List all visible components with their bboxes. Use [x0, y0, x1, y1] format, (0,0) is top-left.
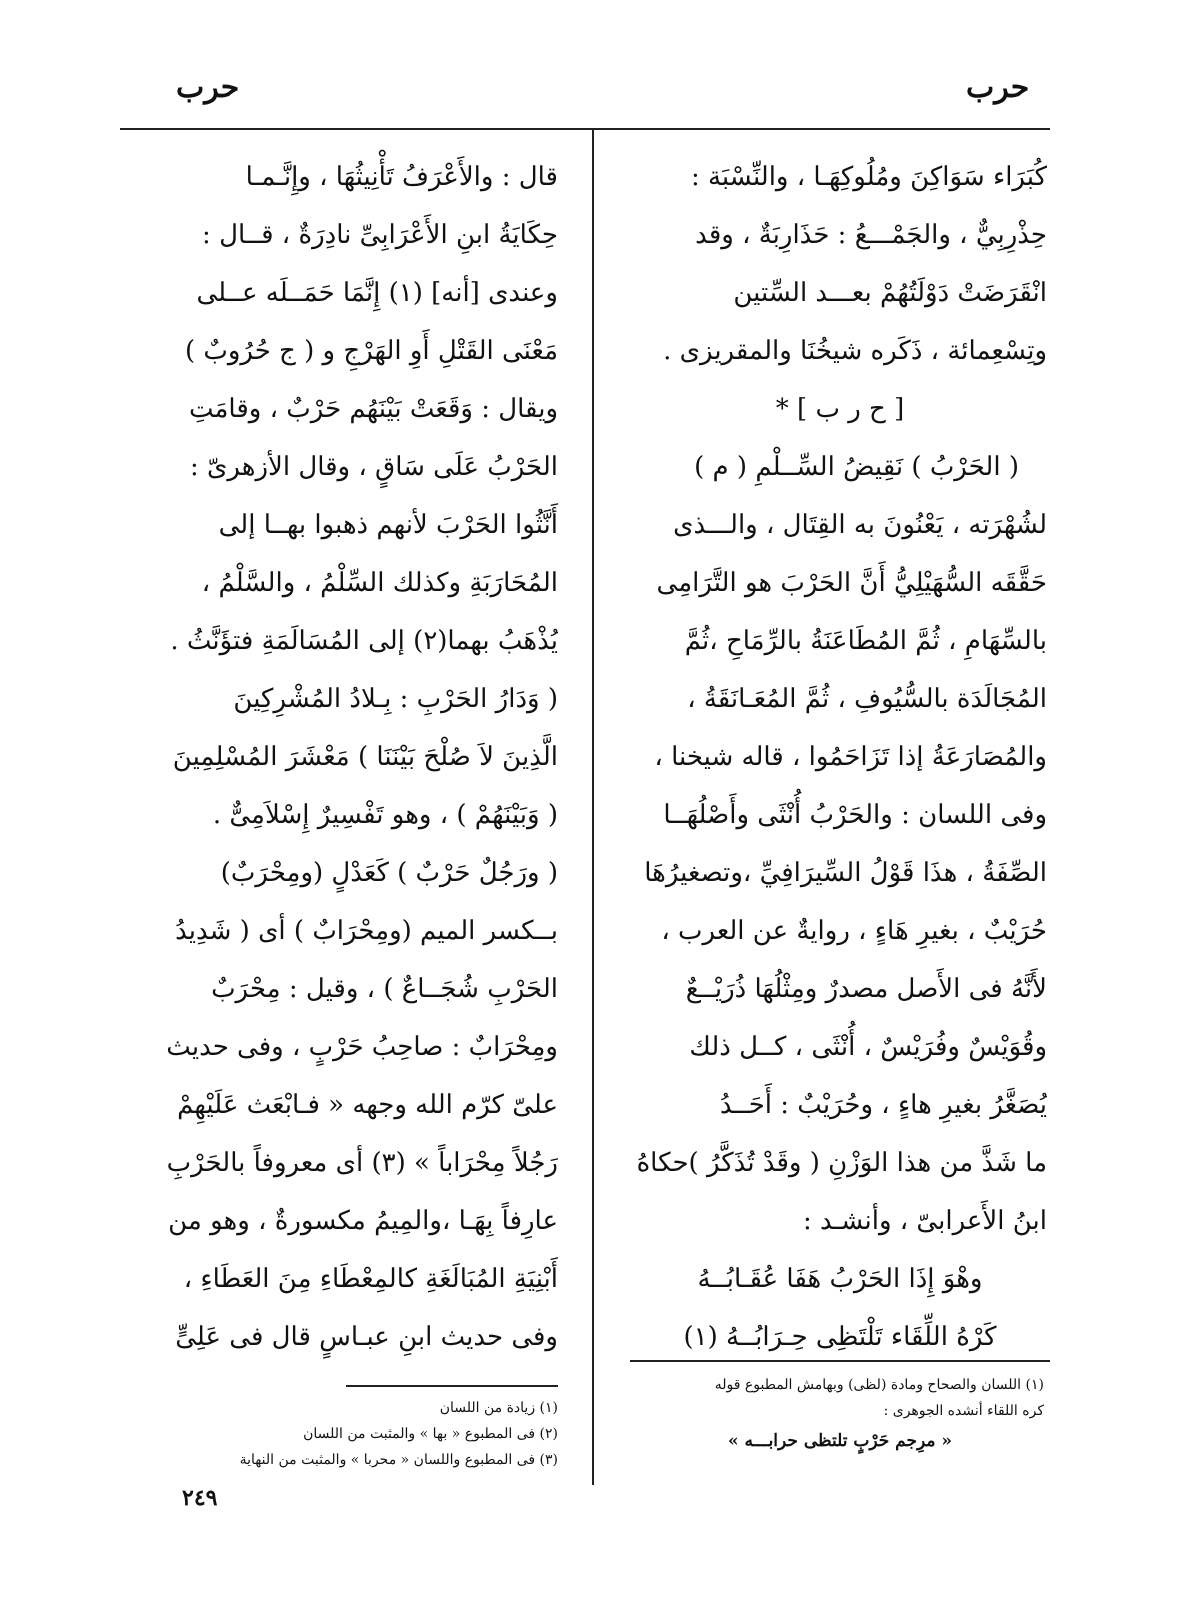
text-line: يُذْهَبُ بهما(٢) إلى المُسَالَمَةِ فتؤَنَّثُ .	[170, 626, 558, 656]
text-line: حِكَايَةُ ابنِ الأَعْرَابِىِّ نادِرَةٌ ، قــال :	[202, 220, 558, 250]
text-line: ( ورَجُلٌ حَرْبٌ ) كَعَدْلٍ (ومِحْرَبٌ)	[220, 858, 558, 888]
text-line: حُرَيْبٌ ، بغيرِ هَاءٍ ، روايةٌ عن العرب ،	[661, 916, 1047, 946]
footnote-line: (١) زيادة من اللسان	[439, 1400, 558, 1416]
text-line: وعندى [أنه] (١) إِنَّمَا حَمَــلَه عــلى	[196, 278, 558, 308]
text-line: ويقال : وَقَعَتْ بَيْنَهُم حَرْبٌ ، وقامَتِ	[188, 394, 558, 424]
footnotes-left	[120, 1395, 558, 1473]
text-line: أَنَّثُوا الحَرْبَ لأنهم ذهبوا بهــا إلى	[218, 510, 558, 540]
column-divider	[592, 130, 594, 1485]
text-line: وتِسْعِمائة ، ذَكَره شيخُنَا والمقريزى .	[663, 336, 1047, 366]
text-line: وفى حديث ابنِ عبـاسٍ قال فى عَلِىٍّ	[175, 1322, 558, 1352]
text-line: مَعْنَى القَتْلِ أَوِ الهَرْجِ و ( ج حُرُوبٌ )	[184, 336, 558, 366]
text-line: أَبْنِيَةِ المُبَالَغَةِ كالمِعْطَاءِ مِنَ العَطَاءِ ،	[183, 1264, 558, 1294]
footnote-rule-left	[346, 1385, 558, 1387]
text-line: ما شَذَّ من هذا الوَزْنِ ( وقَدْ تُذَكَّرُ )حكاهُ	[636, 1148, 1047, 1178]
text-line: ومِحْرَابٌ : صاحِبُ حَرْبٍ ، وفى حديث	[166, 1032, 558, 1062]
text-line: كُبَرَاء سَوَاكِنَ ومُلُوكِهَـا ، والنِّسْبَة :	[690, 162, 1047, 192]
text-line: بــكسر الميم (ومِحْرَابٌ ) أى ( شَدِيدُ	[175, 916, 558, 946]
text-column-right	[633, 148, 1047, 1366]
text-line: وقُوَيْسٌ وفُرَيْسٌ ، أُنْثَى ، كــل ذلك	[689, 1032, 1047, 1062]
text-line: ( الحَرْبُ ) نَقِيضُ السِّــلْمِ ( م )	[694, 452, 1019, 482]
text-line: عارِفاً بِهَـا ،والمِيمُ مكسورةٌ ، وهو من	[168, 1206, 558, 1236]
verse-line: كَرْهُ اللِّقَاء تَلْتَظِى حِـرَابُــهُ (١)	[683, 1322, 997, 1352]
footnote-verse: « مرِجم حَرْبٍ تلتظى حرابـــه »	[727, 1431, 953, 1451]
page-number: ٢٤٩	[182, 1485, 218, 1511]
footnote-line: (٣) فى المطبوع واللسان « محربا » والمثبت من النهاية	[239, 1452, 558, 1468]
text-line: انْقَرَضَتْ دَوْلَتُهُمْ بعـــد السِّتين	[733, 278, 1047, 308]
running-header-right: حرب	[966, 70, 1030, 105]
text-line: الحَرْبِ شُجَــاعٌ ) ، وقيل : مِحْرَبٌ	[211, 974, 558, 1004]
text-line: لشُهْرَته ، يَعْنُونَ به القِتَال ، والـــذى	[673, 510, 1047, 540]
text-line: ابنُ الأَعرابىّ ، وأنشـد :	[803, 1206, 1047, 1236]
text-line: المُحَارَبَةِ وكذلك السِّلْمُ ، والسَّلْمُ ،	[201, 568, 558, 598]
text-line: قال : والأَعْرَفُ تَأْنِيثُهَا ، وإِنَّـمـا	[245, 162, 558, 192]
text-line: ( وَبَيْنَهُمْ ) ، وهو تَفْسِيرٌ إِسْلاَمِىٌّ .	[212, 800, 558, 830]
footnote-line: (٢) فى المطبوع « بها » والمثبت من اللسان	[303, 1426, 558, 1442]
text-line: ( وَدَارُ الحَرْبِ : بِـلادُ المُشْرِكِينَ	[233, 684, 558, 714]
text-line: الحَرْبُ عَلَى سَاقٍ ، وقال الأزهرىّ :	[190, 452, 558, 482]
header-rule	[120, 128, 1050, 130]
text-line: والمُصَارَعَةُ إذا تَزَاحَمُوا ، قاله شيخنا ،	[654, 742, 1047, 772]
footnotes-right	[636, 1372, 1044, 1454]
text-line: رَجُلاً مِحْرَاباً » (٣) أى معروفاً بالحَرْبِ	[166, 1148, 558, 1178]
text-line: لأَنَّهُ فى الأَصل مصدرٌ ومِثْلُهَا ذُرَيْــعٌ	[685, 974, 1047, 1004]
text-line: بالسِّهَامِ ، ثُمَّ المُطَاعَنَةُ بالرِّمَاحِ ،ثُمَّ	[684, 626, 1047, 656]
verse-line: وهْوَ إِذَا الحَرْبُ هَفَا عُقَـابُــهُ	[697, 1264, 983, 1294]
text-line: المُجَالَدَة بالسُّيُوفِ ، ثُمَّ المُعَـانَقَةُ ،	[687, 684, 1047, 714]
footnote-rule-right	[630, 1360, 1050, 1362]
text-line: وفى اللسان : والحَرْبُ أُنْثَى وأَصْلُهَــا	[663, 800, 1047, 830]
text-line: الصِّفَةُ ، هذَا قَوْلُ السِّيرَافِيِّ ،وتصغيرُهَا	[644, 858, 1047, 888]
text-line: حَقَّقَه السُّهَيْلِيُّ أَنَّ الحَرْبَ هو التَّرَامِى	[656, 568, 1047, 598]
text-line: يُصَغَّرُ بغيرِ هاءٍ ، وحُرَيْبٌ : أَحَــدُ	[719, 1090, 1047, 1120]
text-line: الَّذِينَ لاَ صُلْحَ بَيْنَنَا ) مَعْشَرَ المُسْلِمِينَ	[172, 742, 558, 772]
entry-heading: [ ح ر ب ] *	[775, 394, 905, 424]
footnote-line: كره اللقاء أنشده الجوهرى :	[883, 1403, 1044, 1419]
text-column-left	[122, 148, 558, 1366]
text-line: حِذْرِبِيٌّ ، والجَمْـــعُ : حَذَارِبَةٌ ، وقد	[695, 220, 1047, 250]
text-line: علىّ كرّم الله وجهه « فـابْعَث عَلَيْهِمْ	[177, 1090, 558, 1120]
running-header-left: حرب	[176, 70, 240, 105]
footnote-line: (١) اللسان والصحاح ومادة (لظى) وبهامش المطبوع قوله	[714, 1377, 1044, 1393]
